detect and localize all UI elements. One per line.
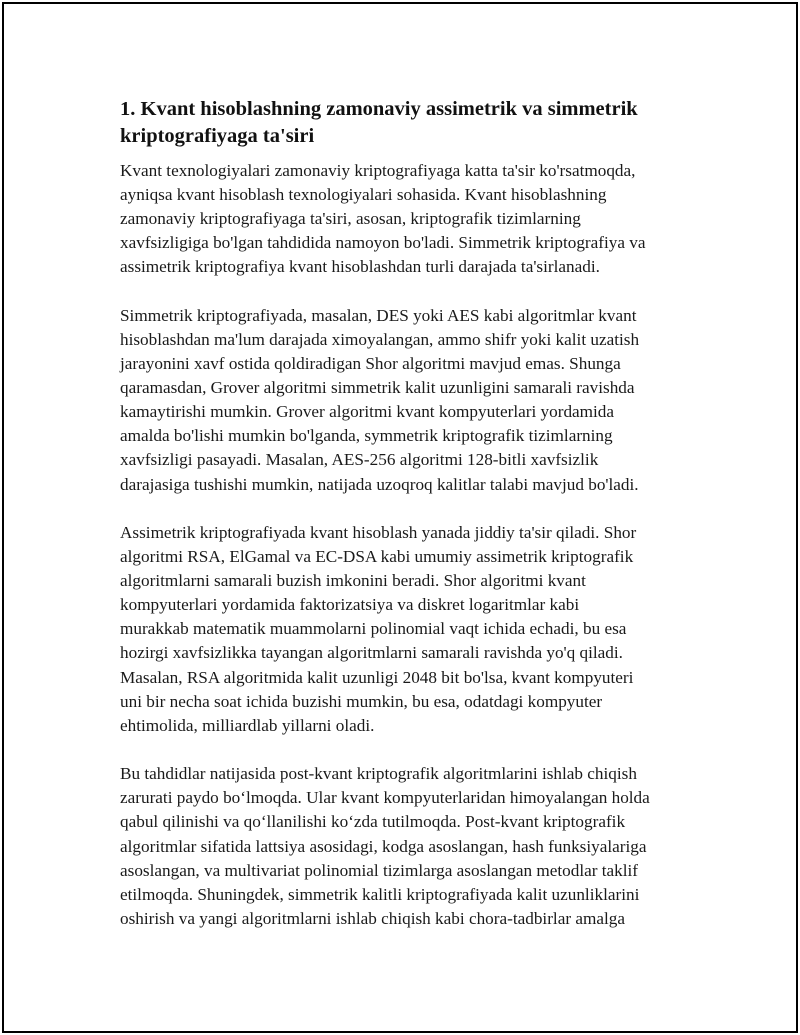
paragraph <box>120 159 690 279</box>
text-line: oshirish va yangi algoritmlarni ishlab chiqish kabi chora-tadbirlar amalga <box>120 908 625 928</box>
text-line: hozirgi xavfsizlikka tayangan algoritmlarni samarali ravishda yo'q qiladi. <box>120 643 623 663</box>
text-line: etilmoqda. Shuningdek, simmetrik kalitli kriptografiyada kalit uzunliklarini <box>120 884 640 904</box>
text-line: xavfsizligiga bo'lgan tahdidida namoyon bo'ladi. Simmetrik kriptografiya va <box>120 233 646 253</box>
text-line: Simmetrik kriptografiyada, masalan, DES yoki AES kabi algoritmlar kvant <box>120 305 637 325</box>
text-line: uni bir necha soat ichida buzishi mumkin, bu esa, odatdagi kompyuter <box>120 691 603 711</box>
text-line: zamonaviy kriptografiyaga ta'siri, asosan, kriptografik tizimlarning <box>120 209 581 229</box>
section-heading <box>120 96 690 150</box>
text-line: qaramasdan, Grover algoritmi simmetrik kalit uzunligini samarali ravishda <box>120 378 635 398</box>
text-line: murakkab matematik muammolarni polinomial vaqt ichida echadi, bu esa <box>120 619 627 639</box>
text-line: darajasiga tushishi mumkin, natijada uzoqroq kalitlar talabi mavjud bo'ladi. <box>120 474 639 494</box>
text-line: algoritmlar sifatida lattsiya asosidagi, kodga asoslangan, hash funksiyalariga <box>120 836 647 856</box>
text-line: jarayonini xavf ostida qoldiradigan Shor algoritmi mavjud emas. Shunga <box>120 354 621 374</box>
text-line: Masalan, RSA algoritmida kalit uzunligi 2048 bit bo'lsa, kvant kompyuteri <box>120 667 634 687</box>
text-line: Bu tahdidlar natijasida post-kvant kriptografik algoritmlarini ishlab chiqish <box>120 764 637 784</box>
text-line: xavfsizligi pasayadi. Masalan, AES-256 algoritmi 128-bitli xavfsizlik <box>120 450 599 470</box>
paragraph <box>120 521 690 738</box>
text-line: asoslangan, va multivariat polinomial tizimlarga asoslangan metodlar taklif <box>120 860 639 880</box>
text-line: algoritmi RSA, ElGamal va EC-DSA kabi umumiy assimetrik kriptografik <box>120 547 634 567</box>
heading-line: kriptografiyaga ta'siri <box>120 125 315 147</box>
heading-line: 1. Kvant hisoblashning zamonaviy assimetrik va simmetrik <box>120 98 638 120</box>
document-body <box>120 96 690 955</box>
text-line: Assimetrik kriptografiyada kvant hisoblash yanada jiddiy ta'sir qiladi. Shor <box>120 523 637 542</box>
page-frame <box>2 2 798 1033</box>
text-line: assimetrik kriptografiya kvant hisoblashdan turli darajada ta'sirlanadi. <box>120 257 600 277</box>
paragraph <box>120 762 690 931</box>
text-line: Kvant texnologiyalari zamonaviy kriptografiyaga katta ta'sir ko'rsatmoqda, <box>120 161 636 180</box>
text-line: hisoblashdan ma'lum darajada ximoyalangan, ammo shifr yoki kalit uzatish <box>120 329 640 349</box>
text-line: ehtimolida, milliardlab yillarni oladi. <box>120 715 375 735</box>
text-line: qabul qilinishi va qo‘llanilishi ko‘zda tutilmoqda. Post-kvant kriptografik <box>120 812 626 832</box>
text-line: algoritmlarni samarali buzish imkonini beradi. Shor algoritmi kvant <box>120 571 586 591</box>
paragraph <box>120 304 690 497</box>
text-line: zarurati paydo bo‘lmoqda. Ular kvant kompyuterlaridan himoyalangan holda <box>120 788 650 808</box>
text-line: kompyuterlari yordamida faktorizatsiya va diskret logaritmlar kabi <box>120 595 580 615</box>
text-line: kamaytirishi mumkin. Grover algoritmi kvant kompyuterlari yordamida <box>120 402 615 422</box>
text-line: amalda bo'lishi mumkin bo'lganda, symmetrik kriptografik tizimlarning <box>120 426 613 446</box>
text-line: ayniqsa kvant hisoblash texnologiyalari sohasida. Kvant hisoblashning <box>120 185 607 205</box>
